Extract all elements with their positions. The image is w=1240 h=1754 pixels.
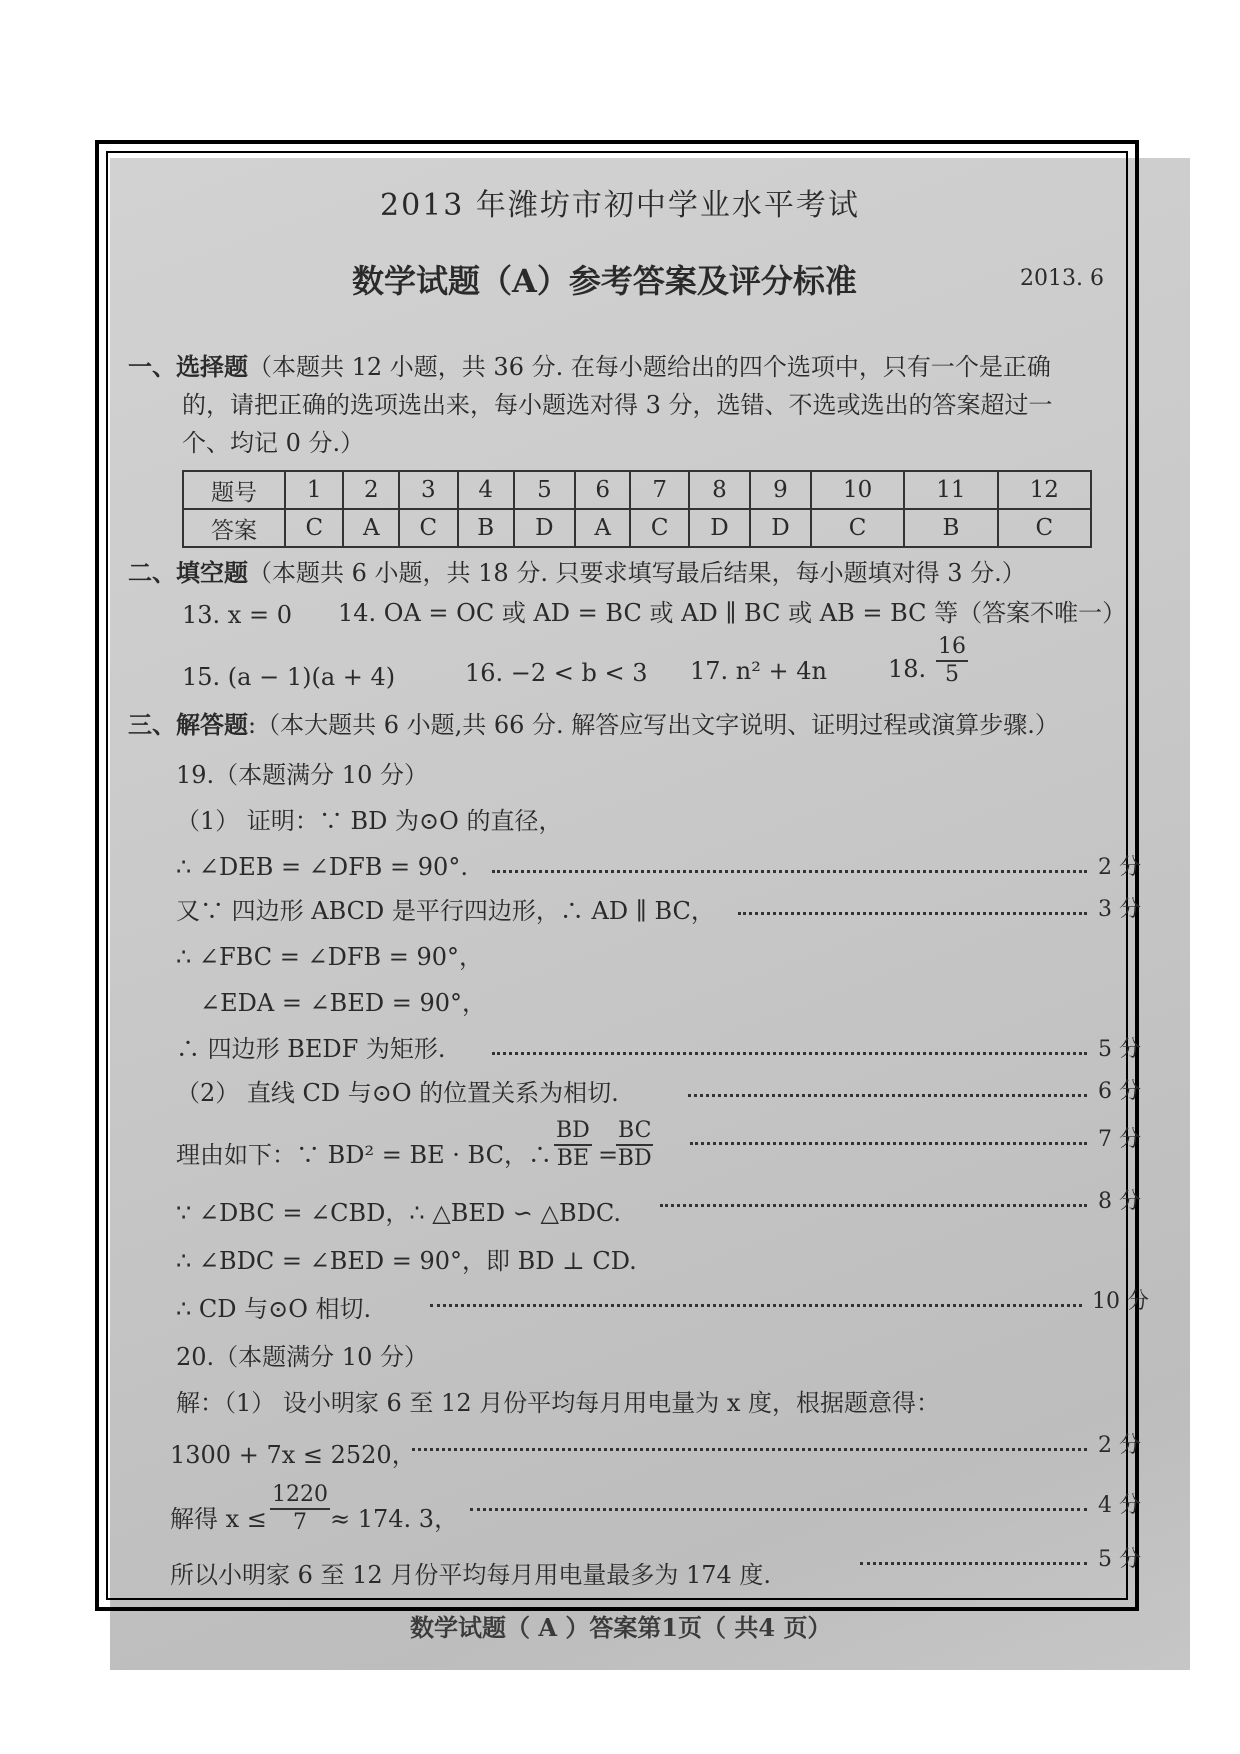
dot-leader	[660, 1204, 1087, 1207]
section3-heading	[128, 710, 1059, 740]
fraction-denominator: 7	[293, 1510, 307, 1535]
dot-leader	[430, 1304, 1082, 1307]
score-mark: 5 分	[1098, 1037, 1141, 1062]
table-cell: 5	[514, 471, 575, 509]
fraction-denominator: 5	[945, 662, 959, 687]
q19-line: ∴ ∠BDC = ∠BED = 90°，即 BD ⊥ CD.	[176, 1247, 637, 1275]
table-cell: 2	[343, 471, 399, 509]
q20-line: ≈ 174. 3，	[330, 1505, 459, 1533]
section2-title: 二、填空题	[128, 558, 248, 587]
answer-18-fraction	[936, 634, 968, 688]
table-cell: C	[811, 509, 904, 547]
q20-heading: 20.（本题满分 10 分）	[176, 1343, 428, 1371]
table-cell: D	[514, 509, 575, 547]
table-cell: B	[458, 509, 514, 547]
table-cell: 6	[575, 471, 631, 509]
fraction-denominator: BE	[556, 1146, 590, 1171]
section3-desc: :（本大题共 6 小题,共 66 分. 解答应写出文字说明、证明过程或演算步骤.）	[248, 711, 1059, 739]
score-mark: 2 分	[1098, 1433, 1141, 1458]
table-cell: 4	[458, 471, 514, 509]
dot-leader	[470, 1508, 1087, 1511]
table-cell: 8	[689, 471, 750, 509]
table-cell: C	[998, 509, 1091, 547]
table-cell: A	[343, 509, 399, 547]
q19-heading: 19.（本题满分 10 分）	[176, 761, 428, 789]
q19-line: ∴ 四边形 BEDF 为矩形.	[176, 1035, 446, 1063]
answer-17: 17. n² + 4n	[690, 657, 827, 685]
section1-heading	[128, 352, 1051, 382]
section1-desc-1: （本题共 12 小题，共 36 分. 在每小题给出的四个选项中，只有一个是正确	[248, 353, 1051, 381]
section2-desc: （本题共 6 小题，共 18 分. 只要求填写最后结果，每小题填对得 3 分.）	[248, 559, 1026, 587]
section3-title: 三、解答题	[128, 710, 248, 739]
answer-key-title: 数学试题（A）参考答案及评分标准	[352, 262, 857, 300]
table-cell: 9	[750, 471, 811, 509]
table-cell: 7	[630, 471, 688, 509]
q20-line: 所以小明家 6 至 12 月份平均每月用电量最多为 174 度.	[170, 1561, 772, 1589]
solution-fraction	[270, 1482, 330, 1536]
score-mark: 6 分	[1098, 1079, 1141, 1104]
score-mark: 2 分	[1098, 855, 1141, 880]
page-footer: 数学试题（ A ）答案第1页（ 共4 页）	[410, 1613, 832, 1642]
table-cell: 3	[399, 471, 457, 509]
table-cell: 11	[904, 471, 997, 509]
fraction-numerator: BD	[554, 1118, 592, 1146]
score-mark: 10 分	[1092, 1289, 1149, 1314]
table-cell: 1	[285, 471, 343, 509]
fraction-numerator: BC	[616, 1118, 653, 1146]
dot-leader	[860, 1562, 1087, 1565]
q20-line: 解得 x ≤	[170, 1505, 267, 1533]
score-mark: 3 分	[1098, 897, 1141, 922]
q19-line: ∵ ∠DBC = ∠CBD，∴ △BED ∽ △BDC.	[176, 1199, 622, 1227]
row-label: 答案	[183, 509, 285, 547]
row-label: 题号	[183, 471, 285, 509]
dot-leader	[492, 1052, 1087, 1055]
answer-15: 15. (a − 1)(a + 4)	[182, 663, 396, 691]
answer-row	[183, 509, 1091, 547]
q19-line: ∠EDA = ∠BED = 90°，	[200, 989, 486, 1017]
table-cell: 10	[811, 471, 904, 509]
table-cell: C	[285, 509, 343, 547]
score-mark: 7 分	[1098, 1127, 1141, 1152]
table-cell: B	[904, 509, 997, 547]
answer-14: 14. OA = OC 或 AD = BC 或 AD ∥ BC 或 AB = BC 等（答案不唯一）	[338, 599, 1127, 627]
section1-title: 一、选择题	[128, 352, 248, 381]
fraction-numerator: 1220	[270, 1482, 330, 1510]
table-cell: A	[575, 509, 631, 547]
score-mark: 4 分	[1098, 1493, 1141, 1518]
question-number-row	[183, 471, 1091, 509]
table-cell: D	[750, 509, 811, 547]
section2-heading	[128, 558, 1026, 588]
q19-line: 理由如下：∵ BD² = BE · BC，∴	[176, 1141, 552, 1169]
answer-table	[182, 470, 1092, 548]
dot-leader	[690, 1142, 1087, 1145]
dot-leader	[738, 912, 1087, 915]
section1-desc-3: 个、均记 0 分.）	[182, 429, 365, 457]
q19-line: （2） 直线 CD 与⊙O 的位置关系为相切.	[176, 1079, 619, 1107]
answer-16: 16. −2 < b < 3	[465, 659, 648, 687]
score-mark: 5 分	[1098, 1547, 1141, 1572]
answer-18-label: 18.	[888, 655, 927, 683]
fraction-numerator: 16	[936, 634, 968, 662]
exam-title: 2013 年潍坊市初中学业水平考试	[380, 188, 860, 223]
section1-desc-2: 的，请把正确的选项选出来，每小题选对得 3 分，选错、不选或选出的答案超过一	[182, 391, 1053, 419]
table-cell: C	[399, 509, 457, 547]
table-cell: C	[630, 509, 688, 547]
exam-date: 2013. 6	[1020, 266, 1104, 291]
dot-leader	[688, 1094, 1087, 1097]
table-cell: D	[689, 509, 750, 547]
score-mark: 8 分	[1098, 1189, 1141, 1214]
q19-line: ∴ ∠FBC = ∠DFB = 90°，	[176, 943, 484, 971]
fraction-denominator: BD	[617, 1146, 652, 1171]
q19-line: ∴ CD 与⊙O 相切.	[176, 1295, 372, 1323]
dot-leader	[412, 1448, 1087, 1451]
ratio-fraction-left	[554, 1118, 592, 1172]
table-cell: 12	[998, 471, 1091, 509]
q20-line: 1300 + 7x ≤ 2520，	[170, 1441, 416, 1469]
equals-sign: =	[598, 1141, 619, 1169]
ratio-fraction-right	[616, 1118, 653, 1172]
q19-line: ∴ ∠DEB = ∠DFB = 90°.	[176, 853, 468, 881]
q20-line: 解：（1） 设小明家 6 至 12 月份平均每月用电量为 x 度，根据题意得：	[176, 1389, 941, 1417]
q19-line: （1） 证明：∵ BD 为⊙O 的直径，	[176, 807, 563, 835]
q19-line: 又∵ 四边形 ABCD 是平行四边形，∴ AD ∥ BC，	[176, 897, 715, 925]
answer-13: 13. x = 0	[182, 601, 292, 629]
dot-leader	[492, 870, 1087, 873]
